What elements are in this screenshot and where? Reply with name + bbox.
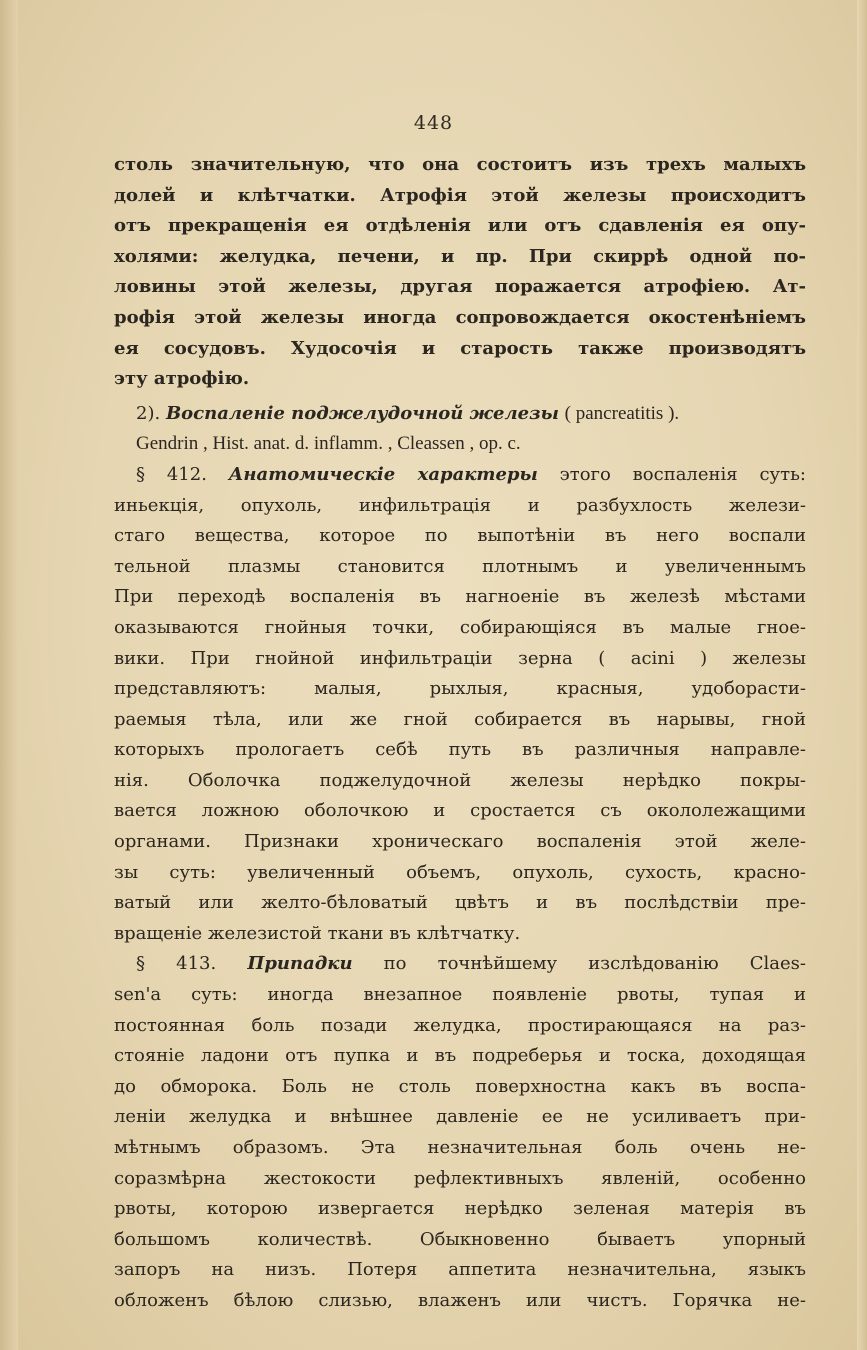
text-line: рвоты, которою извергается нерѣдко зеленая матерія въ: [114, 1198, 806, 1220]
text-line: представляютъ: малыя, рыхлыя, красныя, удоборасти-: [114, 678, 806, 700]
section-412-heading: [114, 460, 806, 491]
text-line: долей и клѣтчатки. Атрофія этой железы происходитъ: [114, 184, 806, 206]
text-line: иньекція, опухоль, инфильтрація и разбухлость желези-: [114, 494, 806, 516]
text-line: вики. При гнойной инфильтраціи зерна ( acini ) железы: [114, 647, 806, 669]
text-line: sen'а суть: иногда внезапное появленіе рвоты, тупая и: [114, 984, 806, 1006]
text-line: При переходѣ воспаленія въ нагноеніе въ железѣ мѣстами: [114, 586, 806, 608]
text-line: запоръ на низъ. Потеря аппетита незначительна, языкъ: [114, 1259, 806, 1281]
text-line: вращеніе железистой ткани въ клѣтчатку.: [114, 922, 521, 944]
page-right-edge: [857, 0, 867, 1350]
text-line: вается ложною оболочкою и сростается съ окололежащими: [114, 800, 806, 822]
text-line: стаго вещества, которое по выпотѣніи въ него воспали: [114, 525, 806, 547]
text-line: раемыя тѣла, или же гной собирается въ нарывы, гной: [114, 708, 806, 730]
section-413-heading: [114, 949, 806, 980]
text-line: оказываются гнойныя точки, собирающіяся въ малые гное-: [114, 616, 806, 638]
text-line: тельной плазмы становится плотнымъ и увеличеннымъ: [114, 555, 806, 577]
text-line: рофія этой железы иногда сопровождается окостенѣніемъ: [114, 306, 806, 328]
text-line: холями: желудка, печени, и пр. При скиррѣ одной по-: [114, 245, 806, 267]
text-line: ватый или желто-бѣловатый цвѣтъ и въ послѣдствіи пре-: [114, 892, 806, 914]
text-line: соразмѣрна жестокости рефлективныхъ явленій, особенно: [114, 1167, 806, 1189]
text-line: мѣтнымъ образомъ. Эта незначительная боль очень не-: [114, 1137, 806, 1158]
text-line: большомъ количествѣ. Обыкновенно бываетъ упорный: [114, 1228, 806, 1250]
text-line: ловины этой железы, другая поражается атрофіею. Ат-: [114, 276, 806, 298]
page-left-edge: [0, 0, 18, 1350]
text-line: обложенъ бѣлою слизью, влаженъ или чистъ. Горячка не-: [114, 1289, 806, 1311]
text-line: постоянная боль позади желудка, простирающаяся на раз-: [114, 1014, 806, 1036]
subsection-title: Воспаленіе поджелудочной железы: [165, 402, 559, 424]
section-413-title: Припадки: [247, 953, 353, 975]
text-line: ея сосудовъ. Худосочія и старость также производятъ: [114, 337, 806, 359]
section-412-title: Анатомическіе характеры: [228, 463, 538, 485]
section-412-label: § 412.: [136, 463, 207, 485]
subsection-latin: ( pancreatitis ).: [564, 402, 680, 424]
subsection-number: 2).: [136, 402, 161, 424]
text-line: леніи желудка и внѣшнее давленіе ее не усиливаетъ при-: [114, 1106, 806, 1128]
text-line: эту атрофію.: [114, 368, 250, 390]
text-line: отъ прекращенія ея отдѣленія или отъ сдавленія ея опу-: [114, 215, 806, 237]
text-line: органами. Признаки хроническаго воспаленія этой желе-: [114, 831, 806, 853]
section-412-first-line: этого воспаленія суть:: [559, 463, 806, 485]
bibliographic-reference: Gendrin , Hist. anat. d. inflamm. , Cleassen , op. c.: [136, 433, 521, 455]
text-line: до обморока. Боль не столь поверхностна какъ въ воспа-: [114, 1075, 806, 1097]
text-line: зы суть: увеличенный объемъ, опухоль, сухость, красно-: [114, 861, 806, 883]
text-line: нія. Оболочка поджелудочной железы нерѣдко покры-: [114, 769, 806, 791]
text-line: стояніе ладони отъ пупка и въ подреберья и тоска, доходящая: [114, 1045, 806, 1067]
text-line: столь значительную, что она состоитъ изъ трехъ малыхъ: [114, 154, 806, 175]
text-line: которыхъ прологаетъ себѣ путь въ различныя направле-: [114, 739, 806, 761]
body-text: [114, 150, 806, 1317]
section-413-label: § 413.: [136, 953, 217, 975]
page-number: 448: [413, 112, 454, 134]
section-413-first-line: по точнѣйшему изслѣдованію Claes-: [383, 953, 806, 975]
subsection-heading: [114, 399, 806, 430]
